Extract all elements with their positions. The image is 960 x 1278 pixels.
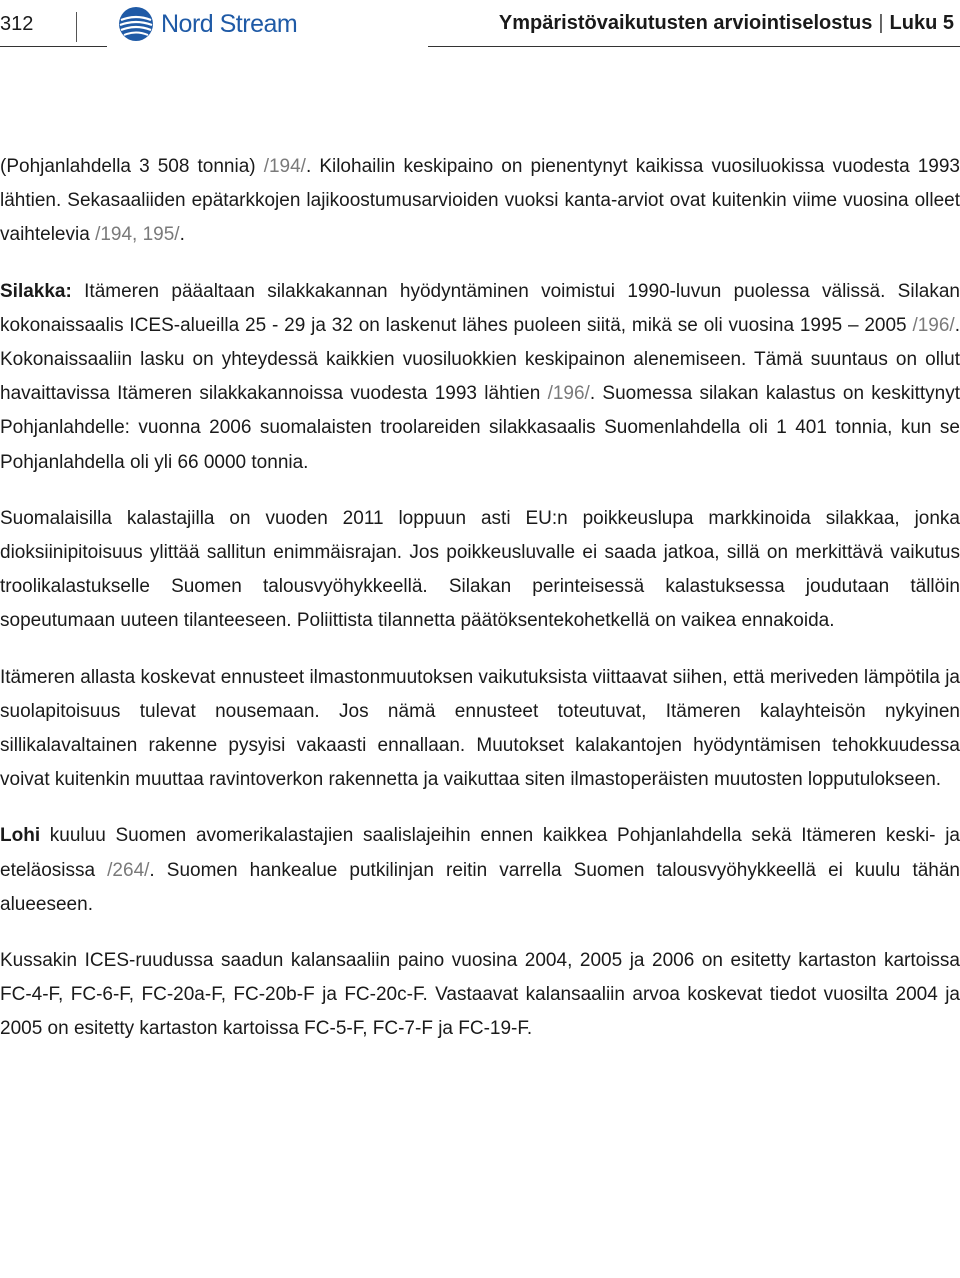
text-span: kuuluu Suomen avomerikalastajien saalislajeihin ennen kaikkea Pohjanlahdella sekä Itämeren keski- ja eteläosissa: [0, 825, 960, 881]
logo-text: Nord Stream: [161, 9, 298, 38]
paragraph-ilmastonmuutos: Itämeren allasta koskevat ennusteet ilmastonmuutoksen vaikutuksista viittaavat siihen, että meriveden lämpötila ja suolapitoisuus tulevat nousemaan. Jos nämä ennusteet toteutuvat, Itämeren kalayhteisön nykyinen sillikalavaltainen rakenne pysyisi vakaasti ennallaan. Muutokset kalakantojen hyödyntämisen tehokkuudessa voivat kuitenkin muuttaa ravintoverkon rakennetta ja vaikuttaa siten ilmastoperäisten muutosten lopputulokseen.: [0, 666, 960, 791]
reference: /194, 195/: [95, 224, 180, 246]
title-separator: |: [878, 12, 884, 34]
text-span: (Pohjanlahdella 3 508 tonnia): [0, 156, 264, 177]
text-span: Itämeren pääaltaan silakkakannan hyödyntäminen voimistui 1990-luvun puolessa välissä. Silakan kokonaissaalis ICES-alueilla 25 - 29 ja 32 on laskenut lähes puoleen siitä, mikä se oli vuosina 1995 – 2005: [0, 280, 960, 336]
chapter-label: Luku 5: [889, 12, 954, 34]
paragraph-lohi: [0, 819, 960, 922]
text-span: . Suomessa silakan kalastus on keskittynyt Pohjanlahdelle: vuonna 2006 suomalaisten troolareiden silakkasaalis Suomenlahdella oli 1 401 tonnia, kun se Pohjanlahdella oli yli 66 0000 tonnia.: [0, 383, 960, 473]
text-span: . Kilohailin keskipaino on pienentynyt kaikissa vuosiluokissa vuodesta 1993 lähtien. Sekasaaliiden epätarkkojen lajikoostumusarvioiden vuoksi kanta-arviot ovat kuitenkin viime vuosina olleet vaihtelevia: [0, 156, 960, 246]
paragraph-lead: Lohi: [0, 825, 41, 847]
paragraph-lead: Silakka:: [0, 280, 72, 302]
nord-stream-logo: [118, 6, 297, 42]
page-number: 312: [0, 13, 34, 35]
text-span: .: [179, 224, 185, 246]
header-rule-right: [428, 46, 960, 47]
reference: /264/: [107, 859, 150, 881]
text-span: . Kokonaissaaliin lasku on yhteydessä kaikkien vuosiluokkien keskipainon alenemiseen. Tämä suuntaus on ollut havaittavissa Itämeren silakkakannoissa vuodesta 1993 lähtien: [0, 314, 960, 405]
header-rule-left: [0, 46, 107, 47]
text-span: . Suomen hankealue putkilinjan reitin varrella Suomen talousvyöhykkeellä ei kuulu tähän alueeseen.: [0, 859, 960, 915]
document-title: [499, 12, 954, 35]
paragraph-kilohaili: [0, 150, 960, 253]
reference: /196/: [912, 314, 955, 336]
document-title-text: Ympäristövaikutusten arviointiselostus: [498, 12, 873, 34]
reference: /194/: [263, 156, 306, 177]
reference: /196/: [547, 383, 590, 405]
paragraph-silakka: [0, 275, 960, 480]
header-divider: [76, 12, 77, 42]
page-header: [0, 0, 960, 50]
nord-stream-globe-icon: [118, 6, 154, 42]
paragraph-poikkeuslupa: Suomalaisilla kalastajilla on vuoden 2011 loppuun asti EU:n poikkeuslupa markkinoida silakkaa, jonka dioksiinipitoisuus ylittää sallitun enimmäisrajan. Jos poikkeusluvalle ei saada jatkoa, sillä on merkittävä vaikutus troolikalastukselle Suomen talousvyöhykkeellä. Silakan perinteisessä kalastuksessa joudutaan tällöin sopeutumaan uuteen tilanteeseen. Poliittista tilannetta päätöksentekohetkellä on vaikea ennakoida.: [0, 507, 960, 632]
body-text: [0, 150, 960, 1047]
paragraph-ices-kartat: Kussakin ICES-ruudussa saadun kalansaaliin paino vuosina 2004, 2005 ja 2006 on esitetty kartaston kartoissa FC-4-F, FC-6-F, FC-20a-F, FC-20b-F ja FC-20c-F. Vastaavat kalansaaliin arvoa koskevat tiedot vuosilta 2004 ja 2005 on esitetty kartaston kartoissa FC-5-F, FC-7-F ja FC-19-F.: [0, 950, 960, 1040]
